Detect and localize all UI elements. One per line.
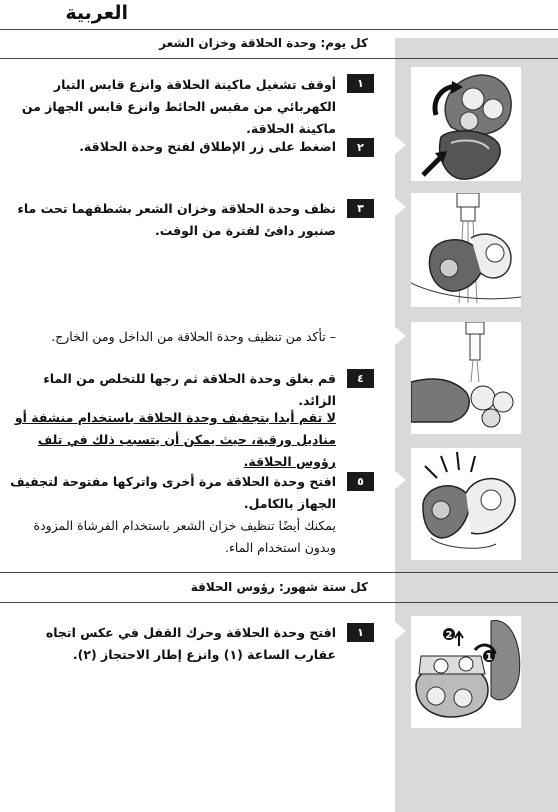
illustration-dry-open bbox=[411, 448, 521, 560]
section-divider bbox=[0, 29, 558, 30]
step-text-3: نظف وحدة الحلاقة وخزان الشعر بشطفهما تحت ماء صنبور دافئ لفترة من الوقت. bbox=[17, 201, 336, 238]
illustration-pointer bbox=[395, 136, 406, 154]
illustration-retaining-frame bbox=[411, 616, 521, 728]
step-text-six-months-1: افتح وحدة الحلاقة وحرك القفل في عكس اتجاه عقارب الساعة (١) وانزع إطار الاحتجاز (٢). bbox=[45, 625, 336, 662]
illustration-shake bbox=[411, 322, 521, 434]
illustration-pointer bbox=[395, 327, 406, 345]
illustration-pointer bbox=[395, 622, 406, 640]
step-number-5: ٥ bbox=[347, 472, 374, 491]
section-divider bbox=[0, 602, 558, 603]
step-text-2: اضغط على زر الإطلاق لفتح وحدة الحلاقة. bbox=[79, 139, 336, 154]
step-number-1: ١ bbox=[347, 74, 374, 93]
callout-two: 2 bbox=[445, 630, 453, 641]
brush-note: يمكنك أيضًا تنظيف خزان الشعر باستخدام الفرشاة المزودة وبدون استخدام الماء. bbox=[33, 518, 336, 555]
warning-text: لا تقم أبدا بتجفيف وحدة الحلاقة باستخدام منشفة أو مناديل ورقية، حيث يمكن أن يتسبب ذلك في تلف رؤوس الحلاقة. bbox=[14, 410, 336, 469]
step-number-4: ٤ bbox=[347, 369, 374, 388]
step-text-4: قم بغلق وحدة الحلاقة ثم رجها للتخلص من الماء الزائد. bbox=[43, 371, 336, 408]
step-number-1: ١ bbox=[347, 623, 374, 642]
note-dash: – تأكد من تنظيف وحدة الحلاقة من الداخل ومن الخارج. bbox=[51, 329, 336, 344]
language-title: العربية bbox=[65, 2, 128, 24]
step-number-3: ٣ bbox=[347, 199, 374, 218]
section-title-six-months: كل ستة شهور: رؤوس الحلاقة bbox=[190, 580, 368, 594]
section-divider bbox=[0, 58, 558, 59]
step-text-5: افتح وحدة الحلاقة مرة أخرى واتركها مفتوحة لتجفيف الجهاز بالكامل. bbox=[10, 474, 336, 511]
illustration-open-shaver bbox=[411, 67, 521, 181]
callout-one: 1 bbox=[485, 652, 493, 663]
section-divider bbox=[0, 572, 558, 573]
illustration-rinse bbox=[411, 193, 521, 307]
illustration-pointer bbox=[395, 198, 406, 216]
illustration-pointer bbox=[395, 471, 406, 489]
step-number-2: ٢ bbox=[347, 138, 374, 157]
step-text-1: أوقف تشغيل ماكينة الحلاقة وانزع قابس التيار الكهربائي من مقبس الحائط وانزع قابس الجهاز من ماكينة الحلاقة. bbox=[21, 77, 336, 136]
section-title-daily: كل يوم: وحدة الحلاقة وخزان الشعر bbox=[159, 36, 368, 50]
